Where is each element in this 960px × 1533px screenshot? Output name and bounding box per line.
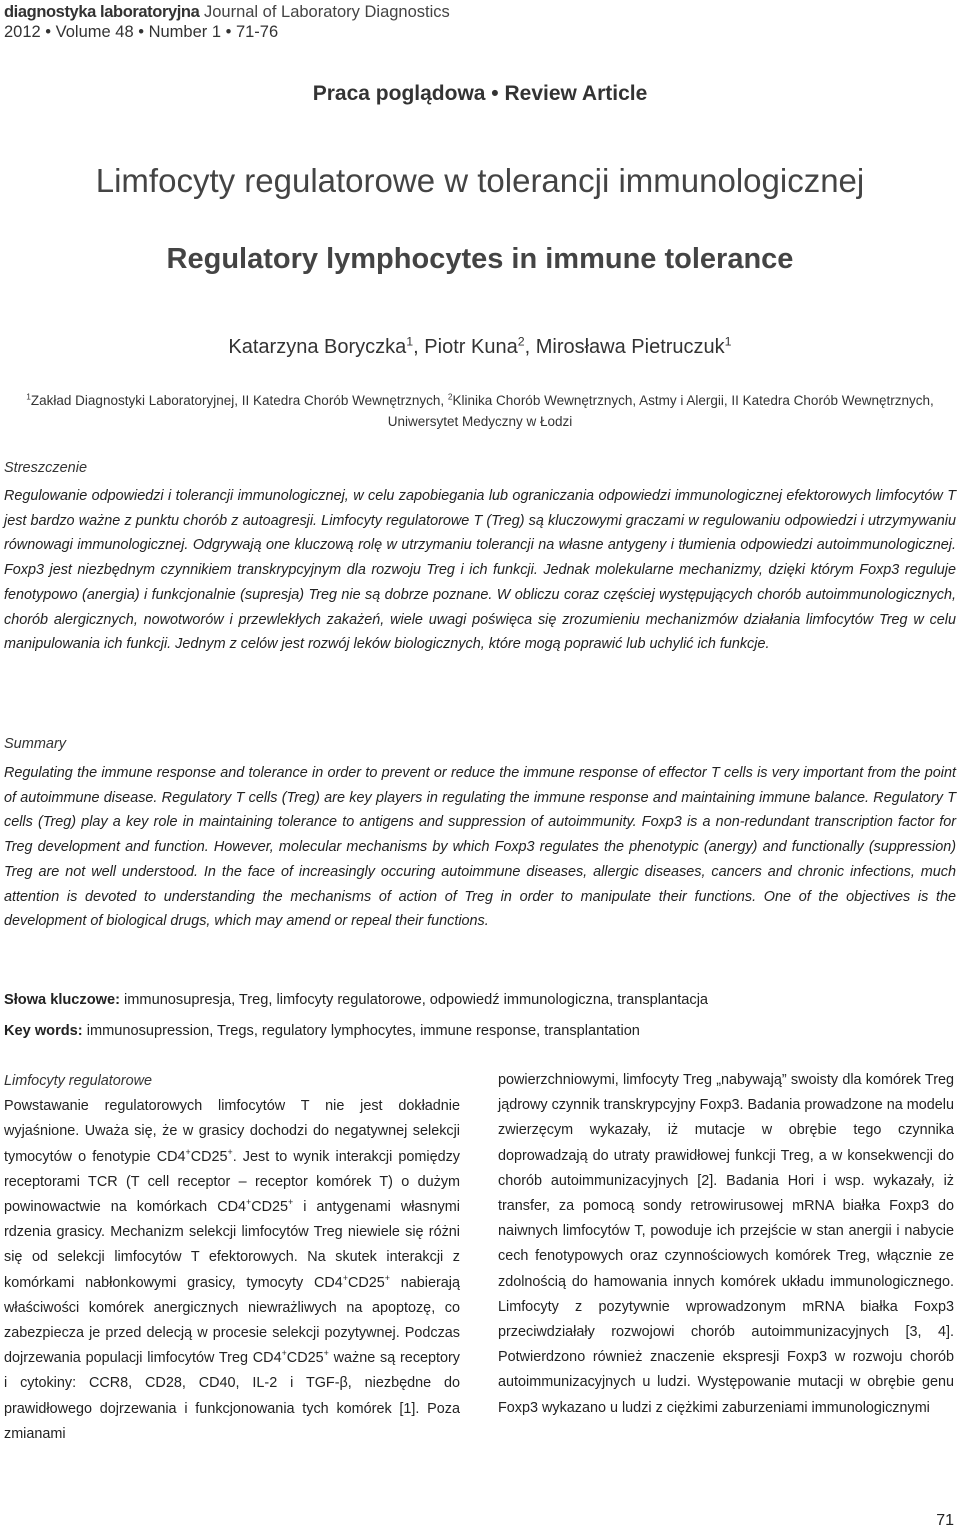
affiliation-mark: 1 bbox=[26, 391, 31, 402]
affiliation-1: Zakład Diagnostyki Laboratoryjnej, II Katedra Chorób Wewnętrznych, bbox=[30, 393, 448, 408]
body-text: . Jest to wynik interakcji pomiędzy receptorami TCR (T cell receptor – receptor komórek T) o dużym powinowactwie na komórkach CD4 bbox=[4, 1148, 460, 1216]
keywords-en-label: Key words: bbox=[4, 1023, 83, 1039]
journal-header bbox=[4, 2, 450, 42]
affiliations bbox=[6, 390, 954, 432]
keywords-en-text: immunosupression, Tregs, regulatory lymphocytes, immune response, transplantation bbox=[82, 1023, 640, 1039]
journal-name-pl: diagnostyka laboratoryjna bbox=[4, 3, 200, 21]
author-name: Mirosława Pietruczuk bbox=[535, 336, 725, 358]
affiliation-2: Klinika Chorób Wewnętrznych, Astmy i Alergii, II Katedra Chorób Wewnętrznych, Uniwersytet Medyczny w Łodzi bbox=[387, 393, 934, 429]
superscript-plus: + bbox=[246, 1197, 252, 1208]
abstract-en-heading: Summary bbox=[4, 736, 67, 752]
abstract-en bbox=[4, 761, 956, 934]
superscript-plus: + bbox=[281, 1348, 287, 1359]
author-name: Piotr Kuna bbox=[424, 336, 518, 358]
body-text: nabierają właściwości komórek anergicznych niewrażliwych na apoptozę, co zabezpiecza je przed delecją w procesie selekcji pozytywnej. Podczas dojrzewania populacji limfocytów Treg CD4 bbox=[4, 1274, 460, 1367]
body-paragraph bbox=[4, 1094, 460, 1447]
abstract-en-text: Regulating the immune response and tolerance in order to prevent or reduce the immune response of effector T cells is very important from the point of autoimmune disease. Regulatory T cells (Treg) are key players in regulating the immune response and maintaining immune balance. Regulatory T cells (Treg) play a key role in maintaining tolerance to antigens and suppression of autoimmunity. Foxp3 is a non-redundant transcription factor for Treg development and function. However, molecular mechanisms by which Foxp3 regulates the phenotypic (anergy) and functionally (suppression) Treg are not well understood. In the face of increasingly occuring autoimmune diseases, allergic diseases, cancers and chronic infections, much attention is devoted to understanding the mechanisms of action of Treg in order to manipulate their functions. One of the objectives is the development of biological drugs, which may amend or repeal their functions. bbox=[4, 765, 956, 930]
superscript-plus: + bbox=[185, 1146, 191, 1157]
author-affiliation-mark: 1 bbox=[406, 334, 414, 349]
article-type: Praca poglądowa • Review Article bbox=[312, 82, 648, 105]
body-text: CD25 bbox=[347, 1274, 385, 1291]
body-column-left bbox=[4, 1069, 460, 1447]
superscript-plus: + bbox=[342, 1272, 348, 1283]
author-list bbox=[0, 336, 960, 359]
superscript-plus: + bbox=[288, 1197, 294, 1208]
body-text: CD25 bbox=[251, 1199, 288, 1216]
journal-name-en: Journal of Laboratory Diagnostics bbox=[203, 3, 450, 21]
body-text: CD25 bbox=[190, 1148, 228, 1165]
journal-name-line bbox=[4, 2, 450, 22]
author-affiliation-mark: 1 bbox=[724, 334, 732, 349]
keywords-pl-label: Słowa kluczowe: bbox=[4, 992, 120, 1008]
page-number: 71 bbox=[936, 1512, 954, 1529]
journal-issue: 2012 • Volume 48 • Number 1 • 71-76 bbox=[4, 23, 279, 41]
abstract-pl-text: Regulowanie odpowiedzi i tolerancji immunologicznej, w celu zapobiegania lub ograniczania odpowiedzi immunologicznej efektorowych limfocytów T jest bardzo ważne z punktu chorób z autoagresji. Limfocyty regulatorowe T (Treg) są kluczowymi graczami w regulowaniu odpowiedzi i utrzymywaniu równowagi immunologicznej. Odgrywają one kluczową rolę w utrzymaniu tolerancji na własne antygeny i tłumienia odpowiedzi autoimmunologicznej. Foxp3 jest niezbędnym czynnikiem transkrypcyjnym dla rozwoju Treg i ich funkcji. Jednak molekularne mechanizmy, dzięki którym Foxp3 reguluje fenotypowo (anergia) i funkcjonalnie (supresja) Treg nie są dobrze poznane. W obliczu coraz częściej występujących chorób autoimmunologicznych, chorób alergicznych, nowotworów i przewlekłych zakażeń, wiele uwagi poświęca się zrozumieniu mechanizmów działania limfocytów Treg w celu manipulowania ich funkcji. Jednym z celów jest rozwój leków biologicznych, które mogą poprawić lub uchylić ich funkcje. bbox=[4, 488, 956, 653]
keywords-pl-text: immunosupresja, Treg, limfocyty regulatorowe, odpowiedź immunologiczna, transplantacja bbox=[119, 992, 709, 1008]
title-polish: Limfocyty regulatorowe w tolerancji immunologicznej bbox=[95, 162, 865, 199]
body-column-right bbox=[498, 1068, 954, 1421]
superscript-plus: + bbox=[384, 1272, 390, 1283]
keywords-pl bbox=[4, 992, 956, 1008]
section-heading: Limfocyty regulatorowe bbox=[4, 1073, 152, 1089]
abstract-pl-heading: Streszczenie bbox=[4, 460, 88, 476]
affiliation-mark: 2 bbox=[447, 391, 453, 402]
author-separator: , bbox=[413, 336, 425, 358]
body-paragraph: powierzchniowymi, limfocyty Treg „nabywają” swoisty dla komórek Treg jądrowy czynnik transkrypcyjny Foxp3. Badania prowadzone na modelu zwierzęcym wykazały, iż mutacje w obrębie tego czynnika doprowadzają do utraty prawidłowej funkcji Treg, a w konsekwencji do chorób autoimmunizacyjnych [2]. Badania Hori i wsp. wykazały, iż transfer, za pomocą sondy retrowirusowej mRNA białka Foxp3 do naiwnych limfocytów T, powoduje ich przejście w stan anergii i nabycie cech fenotypowych oraz czynnościowych komórek Treg, włącznie ze zdolnością do hamowania innych komórek układu immunologicznego. Limfocyty z pozytywnie wprowadzonym mRNA białka Foxp3 przeciwdziałały rozwojowi chorób autoimmunizacyjnych [3, 4]. Potwierdzono również znaczenie ekspresji Foxp3 w rozwoju chorób autoimmunizacyjnych u ludzi. Występowanie mutacji w obrębie genu Foxp3 wykazano u ludzi z ciężkimi zaburzeniami immunologicznymi bbox=[498, 1072, 954, 1416]
author-name: Katarzyna Boryczka bbox=[228, 336, 407, 358]
superscript-plus: + bbox=[227, 1146, 233, 1157]
title-english: Regulatory lymphocytes in immune tolerance bbox=[166, 243, 794, 275]
body-text: Powstawanie regulatorowych limfocytów T nie jest dokładnie wyjaśnione. Uważa się, że w grasicy dochodzi do negatywnej selekcji tymocytów o fenotypie CD4 bbox=[4, 1098, 460, 1165]
author-separator: , bbox=[524, 336, 536, 358]
superscript-plus: + bbox=[323, 1348, 329, 1359]
keywords-en bbox=[4, 1023, 956, 1039]
body-text: ważne są receptory i cytokiny: CCR8, CD28, CD40, IL-2 i TGF-β, niezbędne do prawidłowego dojrzewania i funkcjonowania tych komórek [1]. Poza zmianami bbox=[4, 1350, 461, 1442]
author-affiliation-mark: 2 bbox=[517, 334, 525, 349]
body-text: CD25 bbox=[286, 1350, 324, 1367]
abstract-pl bbox=[4, 484, 956, 657]
body-text: i antygenami własnymi rdzenia grasicy. Mechanizm selekcji limfocytów Treg niewiele się różni się od selekcji limfocytów T efektorowych. Na skutek interakcji z komórkami nabłonkowymi grasicy, tymocyty CD4 bbox=[4, 1199, 460, 1291]
